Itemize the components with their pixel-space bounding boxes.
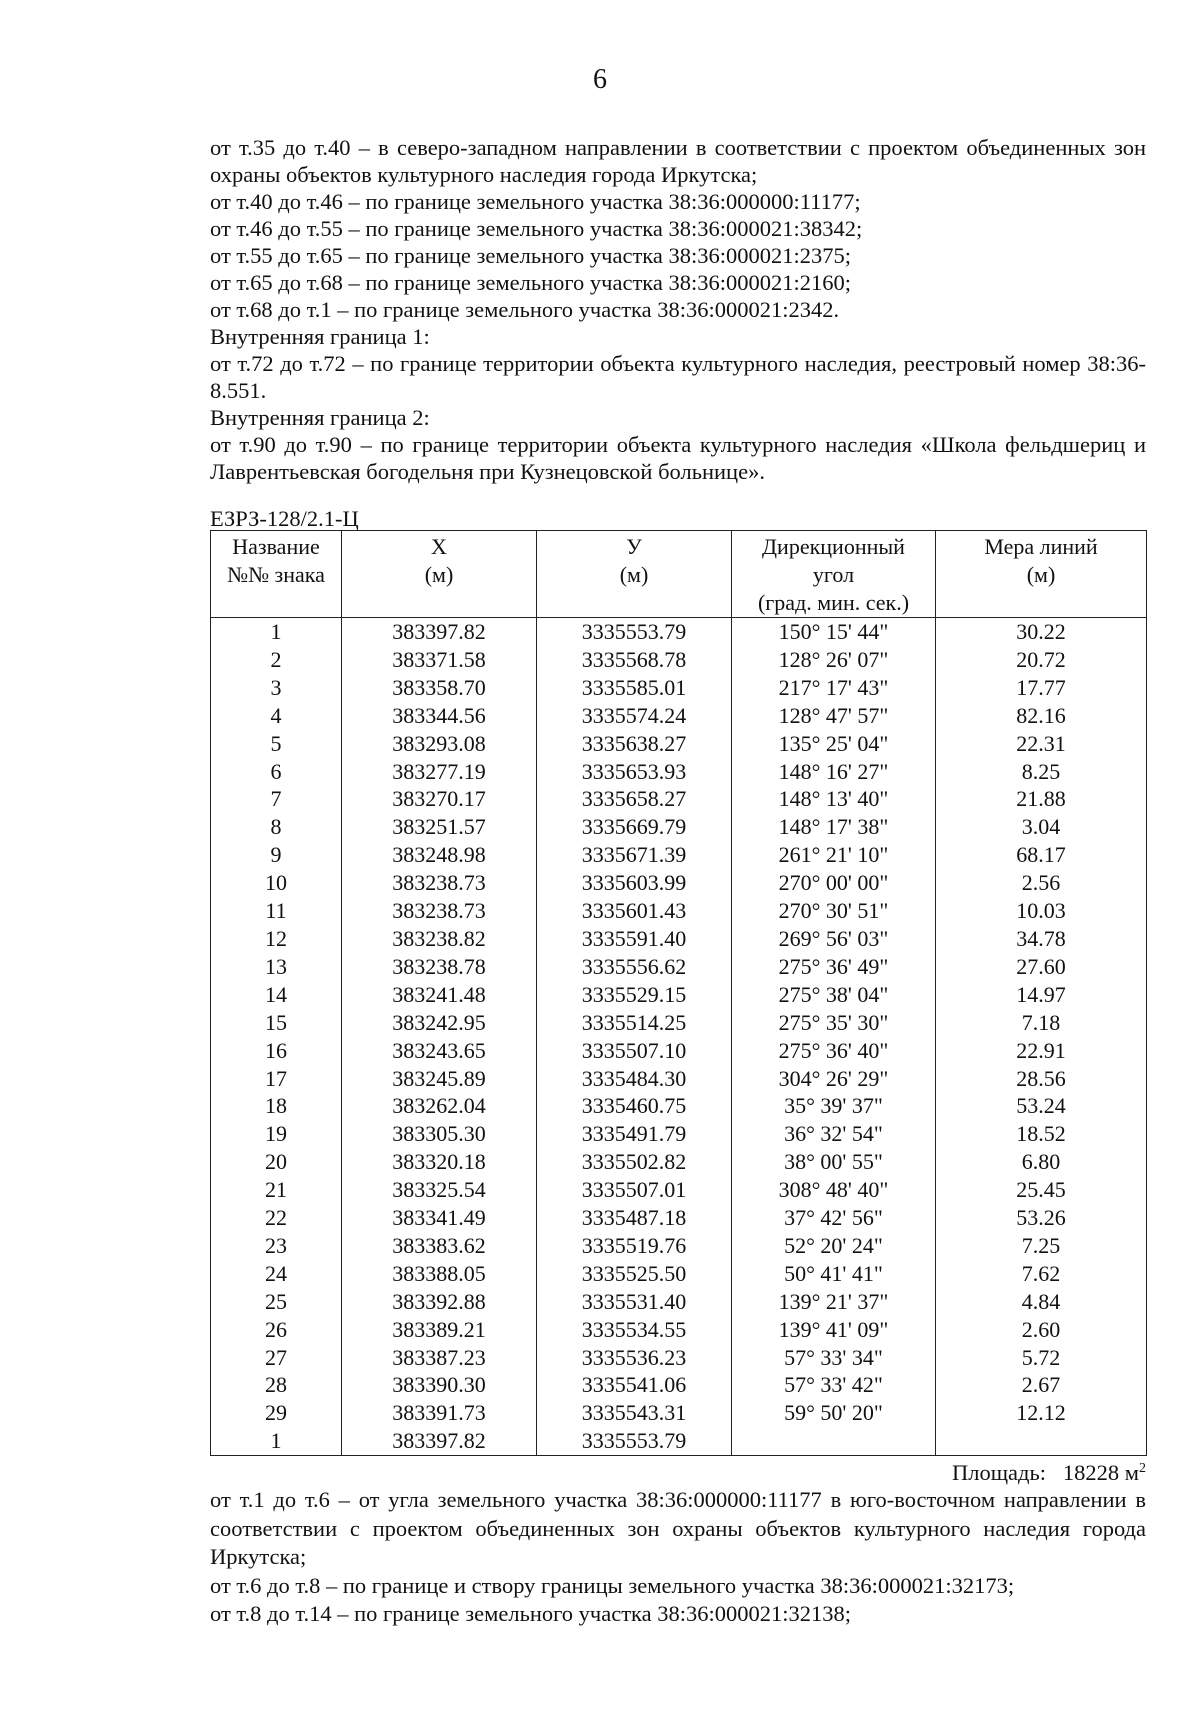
y-coordinate-cell: 3335543.31: [537, 1399, 732, 1427]
table-row: [211, 897, 1147, 925]
line-length-cell: 8.25: [936, 758, 1147, 786]
y-coordinate-cell: 3335525.50: [537, 1260, 732, 1288]
direction-angle-cell: 37° 42' 56": [732, 1204, 936, 1232]
y-coordinate-cell: 3335502.82: [537, 1148, 732, 1176]
boundary-description-bottom: [210, 1486, 1146, 1629]
y-coordinate-cell: 3335669.79: [537, 813, 732, 841]
line-length-cell: 27.60: [936, 953, 1147, 981]
y-coordinate-cell: 3335601.43: [537, 897, 732, 925]
direction-angle-cell: 275° 36' 40": [732, 1037, 936, 1065]
y-coordinate-cell: 3335534.55: [537, 1316, 732, 1344]
point-number-cell: 10: [211, 869, 342, 897]
line-length-cell: 22.91: [936, 1037, 1147, 1065]
direction-angle-cell: [732, 1427, 936, 1455]
boundary-line: от т.55 до т.65 – по границе земельного участка 38:36:000021:2375;: [210, 243, 852, 268]
line-length-cell: 53.26: [936, 1204, 1147, 1232]
direction-angle-cell: 148° 13' 40": [732, 785, 936, 813]
direction-angle-cell: 150° 15' 44": [732, 618, 936, 646]
point-number-cell: 29: [211, 1399, 342, 1427]
direction-angle-cell: 308° 48' 40": [732, 1176, 936, 1204]
y-coordinate-cell: 3335529.15: [537, 981, 732, 1009]
x-coordinate-cell: 383387.23: [342, 1344, 537, 1372]
boundary-line: от т.68 до т.1 – по границе земельного участка 38:36:000021:2342.: [210, 297, 840, 322]
point-number-cell: 26: [211, 1316, 342, 1344]
boundary-line: от т.90 до т.90 – по границе территории объекта культурного наследия «Школа фельдшериц и Лаврентьевская богодельня при Кузнецовской больнице».: [210, 432, 1146, 484]
point-number-cell: 3: [211, 674, 342, 702]
boundary-line: от т.40 до т.46 – по границе земельного участка 38:36:000000:11177;: [210, 189, 861, 214]
line-length-cell: 2.56: [936, 869, 1147, 897]
table-row: [211, 646, 1147, 674]
y-coordinate-cell: 3335541.06: [537, 1371, 732, 1399]
point-number-cell: 4: [211, 702, 342, 730]
y-coordinate-cell: 3335531.40: [537, 1288, 732, 1316]
direction-angle-cell: 38° 00' 55": [732, 1148, 936, 1176]
point-number-cell: 12: [211, 925, 342, 953]
table-row: [211, 730, 1147, 758]
table-row: [211, 1092, 1147, 1120]
point-number-cell: 22: [211, 1204, 342, 1232]
table-row: [211, 1120, 1147, 1148]
direction-angle-cell: 128° 26' 07": [732, 646, 936, 674]
point-number-cell: 23: [211, 1232, 342, 1260]
y-coordinate-cell: 3335487.18: [537, 1204, 732, 1232]
boundary-description-top: [210, 134, 1146, 485]
line-length-cell: 7.25: [936, 1232, 1147, 1260]
y-coordinate-cell: 3335658.27: [537, 785, 732, 813]
point-number-cell: 19: [211, 1120, 342, 1148]
x-coordinate-cell: 383344.56: [342, 702, 537, 730]
point-number-cell: 18: [211, 1092, 342, 1120]
y-coordinate-cell: 3335638.27: [537, 730, 732, 758]
y-coordinate-cell: 3335553.79: [537, 1427, 732, 1455]
table-row: [211, 1260, 1147, 1288]
point-number-cell: 11: [211, 897, 342, 925]
area-unit-exponent: 2: [1139, 1461, 1146, 1476]
direction-angle-cell: 57° 33' 34": [732, 1344, 936, 1372]
y-coordinate-cell: 3335671.39: [537, 841, 732, 869]
table-row: [211, 1176, 1147, 1204]
x-coordinate-cell: 383262.04: [342, 1092, 537, 1120]
direction-angle-cell: 36° 32' 54": [732, 1120, 936, 1148]
line-length-cell: 18.52: [936, 1120, 1147, 1148]
column-header-length: Мера линий (м): [936, 531, 1147, 618]
direction-angle-cell: 304° 26' 29": [732, 1065, 936, 1093]
table-row: [211, 1316, 1147, 1344]
x-coordinate-cell: 383388.05: [342, 1260, 537, 1288]
area-summary: [952, 1460, 1146, 1486]
table-row: [211, 1009, 1147, 1037]
table-row: [211, 1344, 1147, 1372]
table-row: [211, 869, 1147, 897]
line-length-cell: 7.62: [936, 1260, 1147, 1288]
x-coordinate-cell: 383358.70: [342, 674, 537, 702]
direction-angle-cell: 275° 36' 49": [732, 953, 936, 981]
x-coordinate-cell: 383390.30: [342, 1371, 537, 1399]
y-coordinate-cell: 3335519.76: [537, 1232, 732, 1260]
table-row: [211, 813, 1147, 841]
table-row: [211, 981, 1147, 1009]
y-coordinate-cell: 3335536.23: [537, 1344, 732, 1372]
line-length-cell: 3.04: [936, 813, 1147, 841]
line-length-cell: 12.12: [936, 1399, 1147, 1427]
y-coordinate-cell: 3335574.24: [537, 702, 732, 730]
page-number: 6: [593, 64, 607, 95]
table-row: [211, 674, 1147, 702]
boundary-line: от т.35 до т.40 – в северо-западном направлении в соответствии с проектом объединенных зон охраны объектов культурного наследия города Иркутска;: [210, 135, 1146, 187]
direction-angle-cell: 128° 47' 57": [732, 702, 936, 730]
direction-angle-cell: 139° 41' 09": [732, 1316, 936, 1344]
y-coordinate-cell: 3335553.79: [537, 618, 732, 646]
table-row: [211, 785, 1147, 813]
table-row: [211, 1288, 1147, 1316]
y-coordinate-cell: 3335484.30: [537, 1065, 732, 1093]
boundary-line: от т.8 до т.14 – по границе земельного участка 38:36:000021:32138;: [210, 1601, 852, 1626]
y-coordinate-cell: 3335585.01: [537, 674, 732, 702]
line-length-cell: 82.16: [936, 702, 1147, 730]
direction-angle-cell: 50° 41' 41": [732, 1260, 936, 1288]
direction-angle-cell: 275° 35' 30": [732, 1009, 936, 1037]
line-length-cell: [936, 1427, 1147, 1455]
point-number-cell: 16: [211, 1037, 342, 1065]
x-coordinate-cell: 383238.73: [342, 897, 537, 925]
table-row: [211, 702, 1147, 730]
area-label: Площадь:: [952, 1460, 1046, 1485]
direction-angle-cell: 217° 17' 43": [732, 674, 936, 702]
line-length-cell: 4.84: [936, 1288, 1147, 1316]
boundary-line: от т.6 до т.8 – по границе и створу границы земельного участка 38:36:000021:32173;: [210, 1572, 1015, 1598]
line-length-cell: 20.72: [936, 646, 1147, 674]
x-coordinate-cell: 383371.58: [342, 646, 537, 674]
point-number-cell: 14: [211, 981, 342, 1009]
x-coordinate-cell: 383341.49: [342, 1204, 537, 1232]
line-length-cell: 6.80: [936, 1148, 1147, 1176]
point-number-cell: 1: [211, 618, 342, 646]
table-row: [211, 1427, 1147, 1455]
table-row: [211, 1371, 1147, 1399]
line-length-cell: 21.88: [936, 785, 1147, 813]
inner-boundary-heading: Внутренняя граница 2:: [210, 405, 430, 430]
x-coordinate-cell: 383305.30: [342, 1120, 537, 1148]
table-code: ЕЗРЗ-128/2.1-Ц: [210, 506, 359, 531]
line-length-cell: 68.17: [936, 841, 1147, 869]
x-coordinate-cell: 383238.82: [342, 925, 537, 953]
x-coordinate-cell: 383392.88: [342, 1288, 537, 1316]
line-length-cell: 10.03: [936, 897, 1147, 925]
direction-angle-cell: 270° 00' 00": [732, 869, 936, 897]
y-coordinate-cell: 3335507.10: [537, 1037, 732, 1065]
x-coordinate-cell: 383251.57: [342, 813, 537, 841]
point-number-cell: 8: [211, 813, 342, 841]
table-row: [211, 1399, 1147, 1427]
line-length-cell: 25.45: [936, 1176, 1147, 1204]
column-header-x: X (м): [342, 531, 537, 618]
direction-angle-cell: 148° 17' 38": [732, 813, 936, 841]
point-number-cell: 7: [211, 785, 342, 813]
x-coordinate-cell: 383243.65: [342, 1037, 537, 1065]
boundary-line: от т.1 до т.6 – от угла земельного участка 38:36:000000:11177 в юго-восточном направлении в соответствии с проектом объединенных зон охраны объектов культурного наследия города Иркутска;: [210, 1487, 1146, 1569]
area-value: 18228 м: [1062, 1460, 1139, 1485]
table-header-row: [211, 531, 1147, 618]
line-length-cell: 7.18: [936, 1009, 1147, 1037]
point-number-cell: 2: [211, 646, 342, 674]
x-coordinate-cell: 383270.17: [342, 785, 537, 813]
line-length-cell: 17.77: [936, 674, 1147, 702]
table-row: [211, 1204, 1147, 1232]
line-length-cell: 2.60: [936, 1316, 1147, 1344]
x-coordinate-cell: 383238.73: [342, 869, 537, 897]
boundary-line: от т.46 до т.55 – по границе земельного участка 38:36:000021:38342;: [210, 216, 863, 241]
point-number-cell: 6: [211, 758, 342, 786]
x-coordinate-cell: 383389.21: [342, 1316, 537, 1344]
boundary-line: от т.72 до т.72 – по границе территории объекта культурного наследия, реестровый номер 38:36-8.551.: [210, 351, 1146, 403]
line-length-cell: 5.72: [936, 1344, 1147, 1372]
line-length-cell: 53.24: [936, 1092, 1147, 1120]
point-number-cell: 9: [211, 841, 342, 869]
x-coordinate-cell: 383397.82: [342, 1427, 537, 1455]
point-number-cell: 15: [211, 1009, 342, 1037]
point-number-cell: 20: [211, 1148, 342, 1176]
y-coordinate-cell: 3335491.79: [537, 1120, 732, 1148]
x-coordinate-cell: 383241.48: [342, 981, 537, 1009]
point-number-cell: 24: [211, 1260, 342, 1288]
point-number-cell: 1: [211, 1427, 342, 1455]
column-header-angle: Дирекционный угол (град. мин. сек.): [732, 531, 936, 618]
x-coordinate-cell: 383277.19: [342, 758, 537, 786]
direction-angle-cell: 139° 21' 37": [732, 1288, 936, 1316]
direction-angle-cell: 135° 25' 04": [732, 730, 936, 758]
y-coordinate-cell: 3335568.78: [537, 646, 732, 674]
point-number-cell: 5: [211, 730, 342, 758]
direction-angle-cell: 269° 56' 03": [732, 925, 936, 953]
x-coordinate-cell: 383391.73: [342, 1399, 537, 1427]
y-coordinate-cell: 3335653.93: [537, 758, 732, 786]
x-coordinate-cell: 383245.89: [342, 1065, 537, 1093]
table-row: [211, 1037, 1147, 1065]
x-coordinate-cell: 383397.82: [342, 618, 537, 646]
x-coordinate-cell: 383293.08: [342, 730, 537, 758]
y-coordinate-cell: 3335507.01: [537, 1176, 732, 1204]
point-number-cell: 21: [211, 1176, 342, 1204]
point-number-cell: 25: [211, 1288, 342, 1316]
point-number-cell: 27: [211, 1344, 342, 1372]
table-row: [211, 618, 1147, 646]
point-number-cell: 28: [211, 1371, 342, 1399]
table-row: [211, 841, 1147, 869]
y-coordinate-cell: 3335591.40: [537, 925, 732, 953]
line-length-cell: 30.22: [936, 618, 1147, 646]
x-coordinate-cell: 383320.18: [342, 1148, 537, 1176]
line-length-cell: 28.56: [936, 1065, 1147, 1093]
coordinates-table: [210, 530, 1147, 1456]
x-coordinate-cell: 383238.78: [342, 953, 537, 981]
x-coordinate-cell: 383242.95: [342, 1009, 537, 1037]
x-coordinate-cell: 383248.98: [342, 841, 537, 869]
column-header-point: Название №№ знака: [211, 531, 342, 618]
y-coordinate-cell: 3335514.25: [537, 1009, 732, 1037]
table-row: [211, 1232, 1147, 1260]
x-coordinate-cell: 383325.54: [342, 1176, 537, 1204]
table-row: [211, 953, 1147, 981]
direction-angle-cell: 270° 30' 51": [732, 897, 936, 925]
boundary-line: от т.65 до т.68 – по границе земельного участка 38:36:000021:2160;: [210, 270, 852, 295]
line-length-cell: 34.78: [936, 925, 1147, 953]
direction-angle-cell: 148° 16' 27": [732, 758, 936, 786]
direction-angle-cell: 35° 39' 37": [732, 1092, 936, 1120]
y-coordinate-cell: 3335460.75: [537, 1092, 732, 1120]
coordinates-table-body: [211, 618, 1147, 1456]
inner-boundary-heading: Внутренняя граница 1:: [210, 324, 430, 349]
table-row: [211, 1148, 1147, 1176]
direction-angle-cell: 57° 33' 42": [732, 1371, 936, 1399]
direction-angle-cell: 59° 50' 20": [732, 1399, 936, 1427]
point-number-cell: 13: [211, 953, 342, 981]
table-row: [211, 925, 1147, 953]
direction-angle-cell: 261° 21' 10": [732, 841, 936, 869]
y-coordinate-cell: 3335556.62: [537, 953, 732, 981]
line-length-cell: 22.31: [936, 730, 1147, 758]
line-length-cell: 14.97: [936, 981, 1147, 1009]
table-row: [211, 758, 1147, 786]
line-length-cell: 2.67: [936, 1371, 1147, 1399]
x-coordinate-cell: 383383.62: [342, 1232, 537, 1260]
y-coordinate-cell: 3335603.99: [537, 869, 732, 897]
table-row: [211, 1065, 1147, 1093]
direction-angle-cell: 275° 38' 04": [732, 981, 936, 1009]
direction-angle-cell: 52° 20' 24": [732, 1232, 936, 1260]
point-number-cell: 17: [211, 1065, 342, 1093]
column-header-y: У (м): [537, 531, 732, 618]
